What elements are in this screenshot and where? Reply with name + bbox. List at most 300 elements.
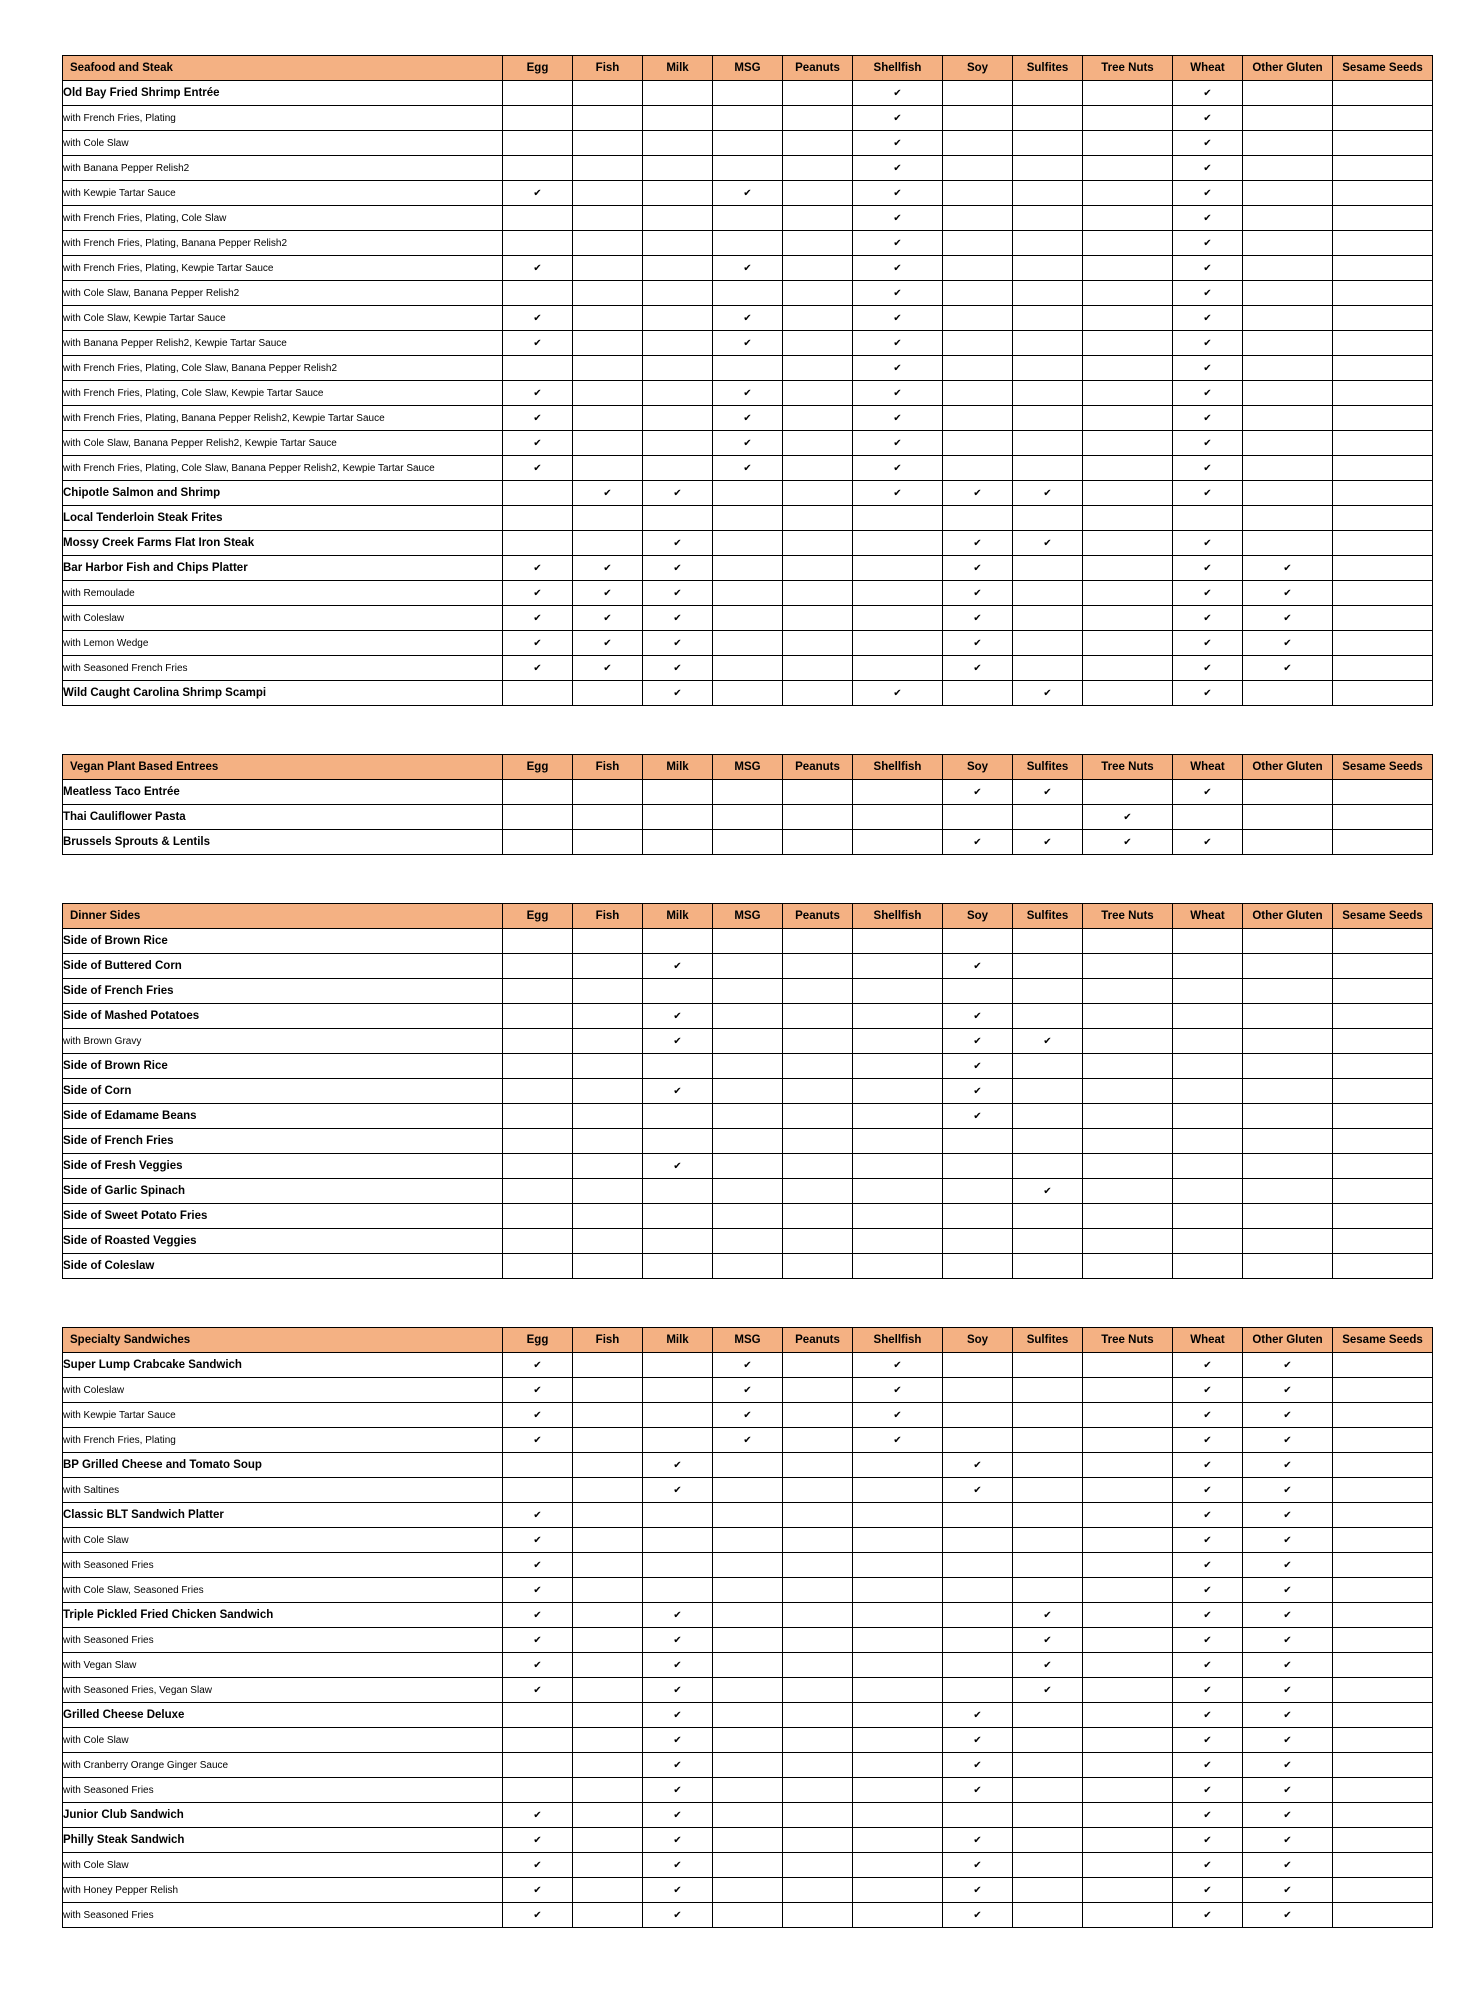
table-row bbox=[63, 1803, 1433, 1828]
allergen-cell bbox=[1083, 1129, 1173, 1154]
column-header-allergen: Soy bbox=[943, 755, 1013, 780]
check-icon bbox=[1283, 1559, 1291, 1571]
allergen-cell bbox=[1013, 381, 1083, 406]
allergen-cell bbox=[573, 581, 643, 606]
menu-item-name: Local Tenderloin Steak Frites bbox=[63, 506, 503, 531]
allergen-cell bbox=[503, 1378, 573, 1403]
menu-item-modifier: with Cole Slaw, Kewpie Tartar Sauce bbox=[63, 306, 503, 331]
menu-item-name: Side of Sweet Potato Fries bbox=[63, 1204, 503, 1229]
allergen-cell bbox=[713, 581, 783, 606]
allergen-cell bbox=[503, 1204, 573, 1229]
allergen-cell bbox=[1333, 1578, 1433, 1603]
allergen-cell bbox=[853, 556, 943, 581]
allergen-cell bbox=[853, 929, 943, 954]
allergen-cell bbox=[1333, 1154, 1433, 1179]
allergen-cell bbox=[573, 1828, 643, 1853]
check-icon bbox=[1203, 1859, 1211, 1871]
check-icon bbox=[533, 1559, 541, 1571]
allergen-cell bbox=[503, 556, 573, 581]
allergen-cell bbox=[783, 531, 853, 556]
allergen-cell bbox=[783, 506, 853, 531]
check-icon bbox=[1283, 1884, 1291, 1896]
check-icon bbox=[1203, 262, 1211, 274]
allergen-cell bbox=[943, 1578, 1013, 1603]
check-icon bbox=[533, 262, 541, 274]
allergen-cell bbox=[1083, 1004, 1173, 1029]
allergen-cell bbox=[503, 656, 573, 681]
check-icon bbox=[1203, 786, 1211, 798]
table-row bbox=[63, 1453, 1433, 1478]
allergen-cell bbox=[1173, 1179, 1243, 1204]
check-icon bbox=[673, 687, 681, 699]
allergen-cell bbox=[713, 1803, 783, 1828]
allergen-cell bbox=[643, 131, 713, 156]
table-row bbox=[63, 256, 1433, 281]
check-icon bbox=[533, 312, 541, 324]
allergen-cell bbox=[1013, 306, 1083, 331]
allergen-cell bbox=[1333, 1403, 1433, 1428]
allergen-cell bbox=[853, 1054, 943, 1079]
allergen-cell bbox=[853, 805, 943, 830]
table-row bbox=[63, 181, 1433, 206]
column-header-allergen: Other Gluten bbox=[1243, 904, 1333, 929]
allergen-cell bbox=[1013, 556, 1083, 581]
allergen-cell bbox=[1173, 1154, 1243, 1179]
allergen-cell bbox=[1333, 506, 1433, 531]
allergen-cell bbox=[503, 1079, 573, 1104]
table-row bbox=[63, 456, 1433, 481]
allergen-cell bbox=[643, 1878, 713, 1903]
menu-item-name: Chipotle Salmon and Shrimp bbox=[63, 481, 503, 506]
allergen-cell bbox=[943, 456, 1013, 481]
allergen-cell bbox=[1083, 979, 1173, 1004]
check-icon bbox=[673, 1010, 681, 1022]
check-icon bbox=[1043, 1659, 1051, 1671]
allergen-cell bbox=[1173, 1204, 1243, 1229]
allergen-cell bbox=[943, 356, 1013, 381]
allergen-cell bbox=[1173, 1878, 1243, 1903]
allergen-cell bbox=[1173, 1229, 1243, 1254]
allergen-cell bbox=[503, 456, 573, 481]
check-icon bbox=[1043, 1609, 1051, 1621]
check-icon bbox=[1203, 462, 1211, 474]
table-row bbox=[63, 206, 1433, 231]
check-icon bbox=[533, 1384, 541, 1396]
allergen-cell bbox=[943, 1603, 1013, 1628]
allergen-cell bbox=[503, 1229, 573, 1254]
column-header-allergen: Shellfish bbox=[853, 904, 943, 929]
allergen-cell bbox=[783, 456, 853, 481]
allergen-cell bbox=[503, 954, 573, 979]
allergen-cell bbox=[1083, 256, 1173, 281]
allergen-cell bbox=[943, 805, 1013, 830]
allergen-cell bbox=[643, 356, 713, 381]
allergen-cell bbox=[1243, 331, 1333, 356]
allergen-cell bbox=[783, 1703, 853, 1728]
allergen-cell bbox=[503, 1728, 573, 1753]
check-icon bbox=[673, 1734, 681, 1746]
check-icon bbox=[973, 1010, 981, 1022]
allergen-cell bbox=[1333, 1653, 1433, 1678]
allergen-cell bbox=[783, 979, 853, 1004]
allergen-table bbox=[62, 1327, 1433, 1928]
allergen-cell bbox=[1013, 581, 1083, 606]
allergen-cell bbox=[1173, 456, 1243, 481]
allergen-cell bbox=[1083, 1428, 1173, 1453]
check-icon bbox=[743, 462, 751, 474]
allergen-cell bbox=[713, 1828, 783, 1853]
allergen-cell bbox=[853, 406, 943, 431]
allergen-cell bbox=[643, 331, 713, 356]
allergen-cell bbox=[783, 1678, 853, 1703]
check-icon bbox=[1203, 1359, 1211, 1371]
allergen-cell bbox=[1243, 1728, 1333, 1753]
check-icon bbox=[533, 1409, 541, 1421]
check-icon bbox=[1203, 1584, 1211, 1596]
check-icon bbox=[533, 1809, 541, 1821]
allergen-cell bbox=[1013, 1653, 1083, 1678]
check-icon bbox=[1043, 487, 1051, 499]
allergen-cell bbox=[783, 1254, 853, 1279]
allergen-cell bbox=[1083, 1603, 1173, 1628]
check-icon bbox=[743, 387, 751, 399]
allergen-cell bbox=[643, 1254, 713, 1279]
allergen-cell bbox=[1013, 1553, 1083, 1578]
check-icon bbox=[973, 1784, 981, 1796]
allergen-cell bbox=[783, 1603, 853, 1628]
allergen-cell bbox=[1173, 1428, 1243, 1453]
column-header-allergen: Other Gluten bbox=[1243, 755, 1333, 780]
allergen-cell bbox=[943, 581, 1013, 606]
check-icon bbox=[1043, 836, 1051, 848]
allergen-cell bbox=[1243, 281, 1333, 306]
allergen-cell bbox=[1013, 1878, 1083, 1903]
allergen-cell bbox=[1083, 1403, 1173, 1428]
allergen-cell bbox=[1173, 1903, 1243, 1928]
check-icon bbox=[1283, 587, 1291, 599]
allergen-cell bbox=[1173, 606, 1243, 631]
allergen-cell bbox=[503, 1578, 573, 1603]
allergen-cell bbox=[713, 1778, 783, 1803]
allergen-cell bbox=[503, 1054, 573, 1079]
allergen-cell bbox=[783, 631, 853, 656]
allergen-cell bbox=[783, 356, 853, 381]
allergen-cell bbox=[1333, 1903, 1433, 1928]
allergen-cell bbox=[573, 1878, 643, 1903]
allergen-cell bbox=[783, 1029, 853, 1054]
allergen-cell bbox=[1333, 331, 1433, 356]
allergen-cell bbox=[713, 156, 783, 181]
allergen-cell bbox=[713, 1204, 783, 1229]
allergen-cell bbox=[1243, 656, 1333, 681]
check-icon bbox=[973, 587, 981, 599]
allergen-cell bbox=[1013, 1403, 1083, 1428]
allergen-cell bbox=[713, 954, 783, 979]
allergen-cell bbox=[1013, 1204, 1083, 1229]
allergen-cell bbox=[573, 331, 643, 356]
allergen-cell bbox=[1333, 1179, 1433, 1204]
allergen-cell bbox=[503, 1603, 573, 1628]
allergen-cell bbox=[643, 1628, 713, 1653]
allergen-cell bbox=[943, 830, 1013, 855]
menu-item-modifier: with French Fries, Plating bbox=[63, 1428, 503, 1453]
allergen-cell bbox=[713, 1703, 783, 1728]
allergen-cell bbox=[503, 531, 573, 556]
check-icon bbox=[973, 960, 981, 972]
allergen-cell bbox=[783, 1578, 853, 1603]
allergen-cell bbox=[853, 531, 943, 556]
allergen-cell bbox=[783, 1728, 853, 1753]
menu-item-modifier: with Cole Slaw bbox=[63, 1728, 503, 1753]
allergen-cell bbox=[573, 1678, 643, 1703]
allergen-cell bbox=[713, 281, 783, 306]
allergen-cell bbox=[1173, 1528, 1243, 1553]
allergen-cell bbox=[573, 1703, 643, 1728]
allergen-cell bbox=[503, 1428, 573, 1453]
allergen-cell bbox=[643, 1378, 713, 1403]
allergen-cell bbox=[1013, 1903, 1083, 1928]
check-icon bbox=[1283, 662, 1291, 674]
allergen-cell bbox=[1173, 1353, 1243, 1378]
allergen-cell bbox=[1333, 1004, 1433, 1029]
allergen-cell bbox=[1173, 1254, 1243, 1279]
allergen-cell bbox=[643, 306, 713, 331]
allergen-cell bbox=[1333, 531, 1433, 556]
allergen-cell bbox=[713, 1154, 783, 1179]
check-icon bbox=[973, 1859, 981, 1871]
allergen-cell bbox=[853, 81, 943, 106]
check-icon bbox=[533, 437, 541, 449]
allergen-cell bbox=[1173, 206, 1243, 231]
allergen-cell bbox=[943, 954, 1013, 979]
column-header-allergen: Shellfish bbox=[853, 56, 943, 81]
allergen-cell bbox=[503, 805, 573, 830]
allergen-cell bbox=[713, 1678, 783, 1703]
allergen-cell bbox=[1083, 830, 1173, 855]
check-icon bbox=[1283, 1659, 1291, 1671]
allergen-cell bbox=[713, 406, 783, 431]
allergen-cell bbox=[1173, 181, 1243, 206]
table-row bbox=[63, 81, 1433, 106]
allergen-cell bbox=[1083, 631, 1173, 656]
table-row bbox=[63, 556, 1433, 581]
allergen-cell bbox=[943, 406, 1013, 431]
allergen-cell bbox=[943, 1054, 1013, 1079]
allergen-cell bbox=[1243, 1903, 1333, 1928]
check-icon bbox=[893, 237, 901, 249]
check-icon bbox=[533, 1909, 541, 1921]
allergen-cell bbox=[943, 1179, 1013, 1204]
allergen-cell bbox=[1333, 181, 1433, 206]
allergen-cell bbox=[1333, 106, 1433, 131]
allergen-cell bbox=[1083, 1628, 1173, 1653]
allergen-cell bbox=[1243, 1179, 1333, 1204]
allergen-cell bbox=[1083, 805, 1173, 830]
allergen-cell bbox=[1243, 1878, 1333, 1903]
allergen-cell bbox=[643, 281, 713, 306]
allergen-cell bbox=[643, 929, 713, 954]
check-icon bbox=[743, 312, 751, 324]
allergen-cell bbox=[1173, 1079, 1243, 1104]
menu-item-modifier: with French Fries, Plating bbox=[63, 106, 503, 131]
table-row bbox=[63, 1254, 1433, 1279]
allergen-cell bbox=[1243, 780, 1333, 805]
allergen-cell bbox=[1013, 1054, 1083, 1079]
allergen-cell bbox=[1013, 1478, 1083, 1503]
allergen-cell bbox=[783, 431, 853, 456]
allergen-cell bbox=[503, 1653, 573, 1678]
check-icon bbox=[973, 1834, 981, 1846]
allergen-cell bbox=[1243, 1254, 1333, 1279]
allergen-cell bbox=[1013, 1378, 1083, 1403]
menu-item-name: Side of Brown Rice bbox=[63, 1054, 503, 1079]
allergen-cell bbox=[573, 1403, 643, 1428]
allergen-cell bbox=[1243, 1628, 1333, 1653]
allergen-cell bbox=[1013, 431, 1083, 456]
check-icon bbox=[1203, 587, 1211, 599]
check-icon bbox=[533, 387, 541, 399]
allergen-cell bbox=[1013, 1828, 1083, 1853]
allergen-cell bbox=[783, 1828, 853, 1853]
allergen-cell bbox=[783, 681, 853, 706]
allergen-cell bbox=[943, 1004, 1013, 1029]
allergen-cell bbox=[1013, 131, 1083, 156]
allergen-cell bbox=[783, 231, 853, 256]
allergen-cell bbox=[643, 556, 713, 581]
allergen-cell bbox=[643, 631, 713, 656]
allergen-cell bbox=[1173, 431, 1243, 456]
check-icon bbox=[893, 462, 901, 474]
allergen-cell bbox=[1013, 481, 1083, 506]
allergen-cell bbox=[853, 1653, 943, 1678]
allergen-cell bbox=[1333, 1628, 1433, 1653]
check-icon bbox=[1283, 1859, 1291, 1871]
allergen-cell bbox=[1243, 954, 1333, 979]
table-row bbox=[63, 1678, 1433, 1703]
allergen-cell bbox=[713, 331, 783, 356]
check-icon bbox=[1203, 1909, 1211, 1921]
allergen-cell bbox=[853, 979, 943, 1004]
allergen-cell bbox=[853, 1603, 943, 1628]
allergen-cell bbox=[503, 1029, 573, 1054]
menu-item-modifier: with Coleslaw bbox=[63, 1378, 503, 1403]
allergen-cell bbox=[503, 979, 573, 1004]
allergen-cell bbox=[713, 1653, 783, 1678]
check-icon bbox=[1283, 1434, 1291, 1446]
allergen-cell bbox=[1083, 1378, 1173, 1403]
menu-item-modifier: with French Fries, Plating, Cole Slaw, Kewpie Tartar Sauce bbox=[63, 381, 503, 406]
column-header-allergen: MSG bbox=[713, 56, 783, 81]
allergen-cell bbox=[1243, 1029, 1333, 1054]
check-icon bbox=[533, 1659, 541, 1671]
allergen-cell bbox=[783, 929, 853, 954]
allergen-cell bbox=[1173, 979, 1243, 1004]
allergen-cell bbox=[1013, 206, 1083, 231]
allergen-cell bbox=[853, 780, 943, 805]
allergen-cell bbox=[1333, 1104, 1433, 1129]
allergen-cell bbox=[1013, 1578, 1083, 1603]
allergen-cell bbox=[503, 306, 573, 331]
allergen-cell bbox=[1243, 979, 1333, 1004]
table-row bbox=[63, 631, 1433, 656]
allergen-cell bbox=[573, 1129, 643, 1154]
column-header-allergen: Sulfites bbox=[1013, 1328, 1083, 1353]
column-header-allergen: Wheat bbox=[1173, 904, 1243, 929]
allergen-cell bbox=[1333, 1828, 1433, 1853]
allergen-cell bbox=[713, 1553, 783, 1578]
check-icon bbox=[893, 1409, 901, 1421]
allergen-cell bbox=[713, 805, 783, 830]
allergen-cell bbox=[643, 1828, 713, 1853]
allergen-cell bbox=[713, 606, 783, 631]
allergen-cell bbox=[713, 1628, 783, 1653]
allergen-tables-container bbox=[62, 55, 1422, 1928]
allergen-cell bbox=[713, 780, 783, 805]
allergen-cell bbox=[1173, 1553, 1243, 1578]
check-icon bbox=[743, 1359, 751, 1371]
menu-item-name: Junior Club Sandwich bbox=[63, 1803, 503, 1828]
allergen-cell bbox=[1173, 681, 1243, 706]
allergen-cell bbox=[783, 406, 853, 431]
allergen-cell bbox=[943, 1528, 1013, 1553]
allergen-cell bbox=[643, 1903, 713, 1928]
allergen-cell bbox=[943, 281, 1013, 306]
allergen-table bbox=[62, 55, 1433, 706]
table-row bbox=[63, 1079, 1433, 1104]
allergen-cell bbox=[503, 1878, 573, 1903]
allergen-cell bbox=[1333, 1728, 1433, 1753]
column-header-allergen: Shellfish bbox=[853, 1328, 943, 1353]
check-icon bbox=[533, 462, 541, 474]
check-icon bbox=[1283, 1734, 1291, 1746]
allergen-cell bbox=[713, 830, 783, 855]
allergen-cell bbox=[713, 1853, 783, 1878]
menu-item-modifier: with Seasoned Fries bbox=[63, 1553, 503, 1578]
allergen-cell bbox=[783, 1528, 853, 1553]
menu-item-name: Side of Coleslaw bbox=[63, 1254, 503, 1279]
check-icon bbox=[1203, 1484, 1211, 1496]
column-header-allergen: Tree Nuts bbox=[1083, 56, 1173, 81]
check-icon bbox=[1203, 1759, 1211, 1771]
allergen-cell bbox=[943, 1079, 1013, 1104]
table-row bbox=[63, 406, 1433, 431]
allergen-cell bbox=[1083, 456, 1173, 481]
allergen-cell bbox=[1333, 1803, 1433, 1828]
table-header-row bbox=[63, 755, 1433, 780]
check-icon bbox=[893, 187, 901, 199]
allergen-cell bbox=[1083, 406, 1173, 431]
check-icon bbox=[743, 437, 751, 449]
allergen-cell bbox=[713, 1753, 783, 1778]
allergen-cell bbox=[1083, 206, 1173, 231]
menu-item-name: Grilled Cheese Deluxe bbox=[63, 1703, 503, 1728]
check-icon bbox=[673, 1634, 681, 1646]
allergen-cell bbox=[1243, 929, 1333, 954]
allergen-cell bbox=[643, 1703, 713, 1728]
allergen-cell bbox=[783, 206, 853, 231]
check-icon bbox=[1203, 1809, 1211, 1821]
allergen-cell bbox=[943, 1403, 1013, 1428]
allergen-cell bbox=[1013, 1129, 1083, 1154]
check-icon bbox=[1203, 1834, 1211, 1846]
column-header-allergen: Soy bbox=[943, 56, 1013, 81]
allergen-cell bbox=[1333, 1453, 1433, 1478]
allergen-cell bbox=[943, 256, 1013, 281]
allergen-cell bbox=[643, 1453, 713, 1478]
allergen-cell bbox=[1083, 231, 1173, 256]
allergen-cell bbox=[713, 1603, 783, 1628]
allergen-cell bbox=[643, 81, 713, 106]
